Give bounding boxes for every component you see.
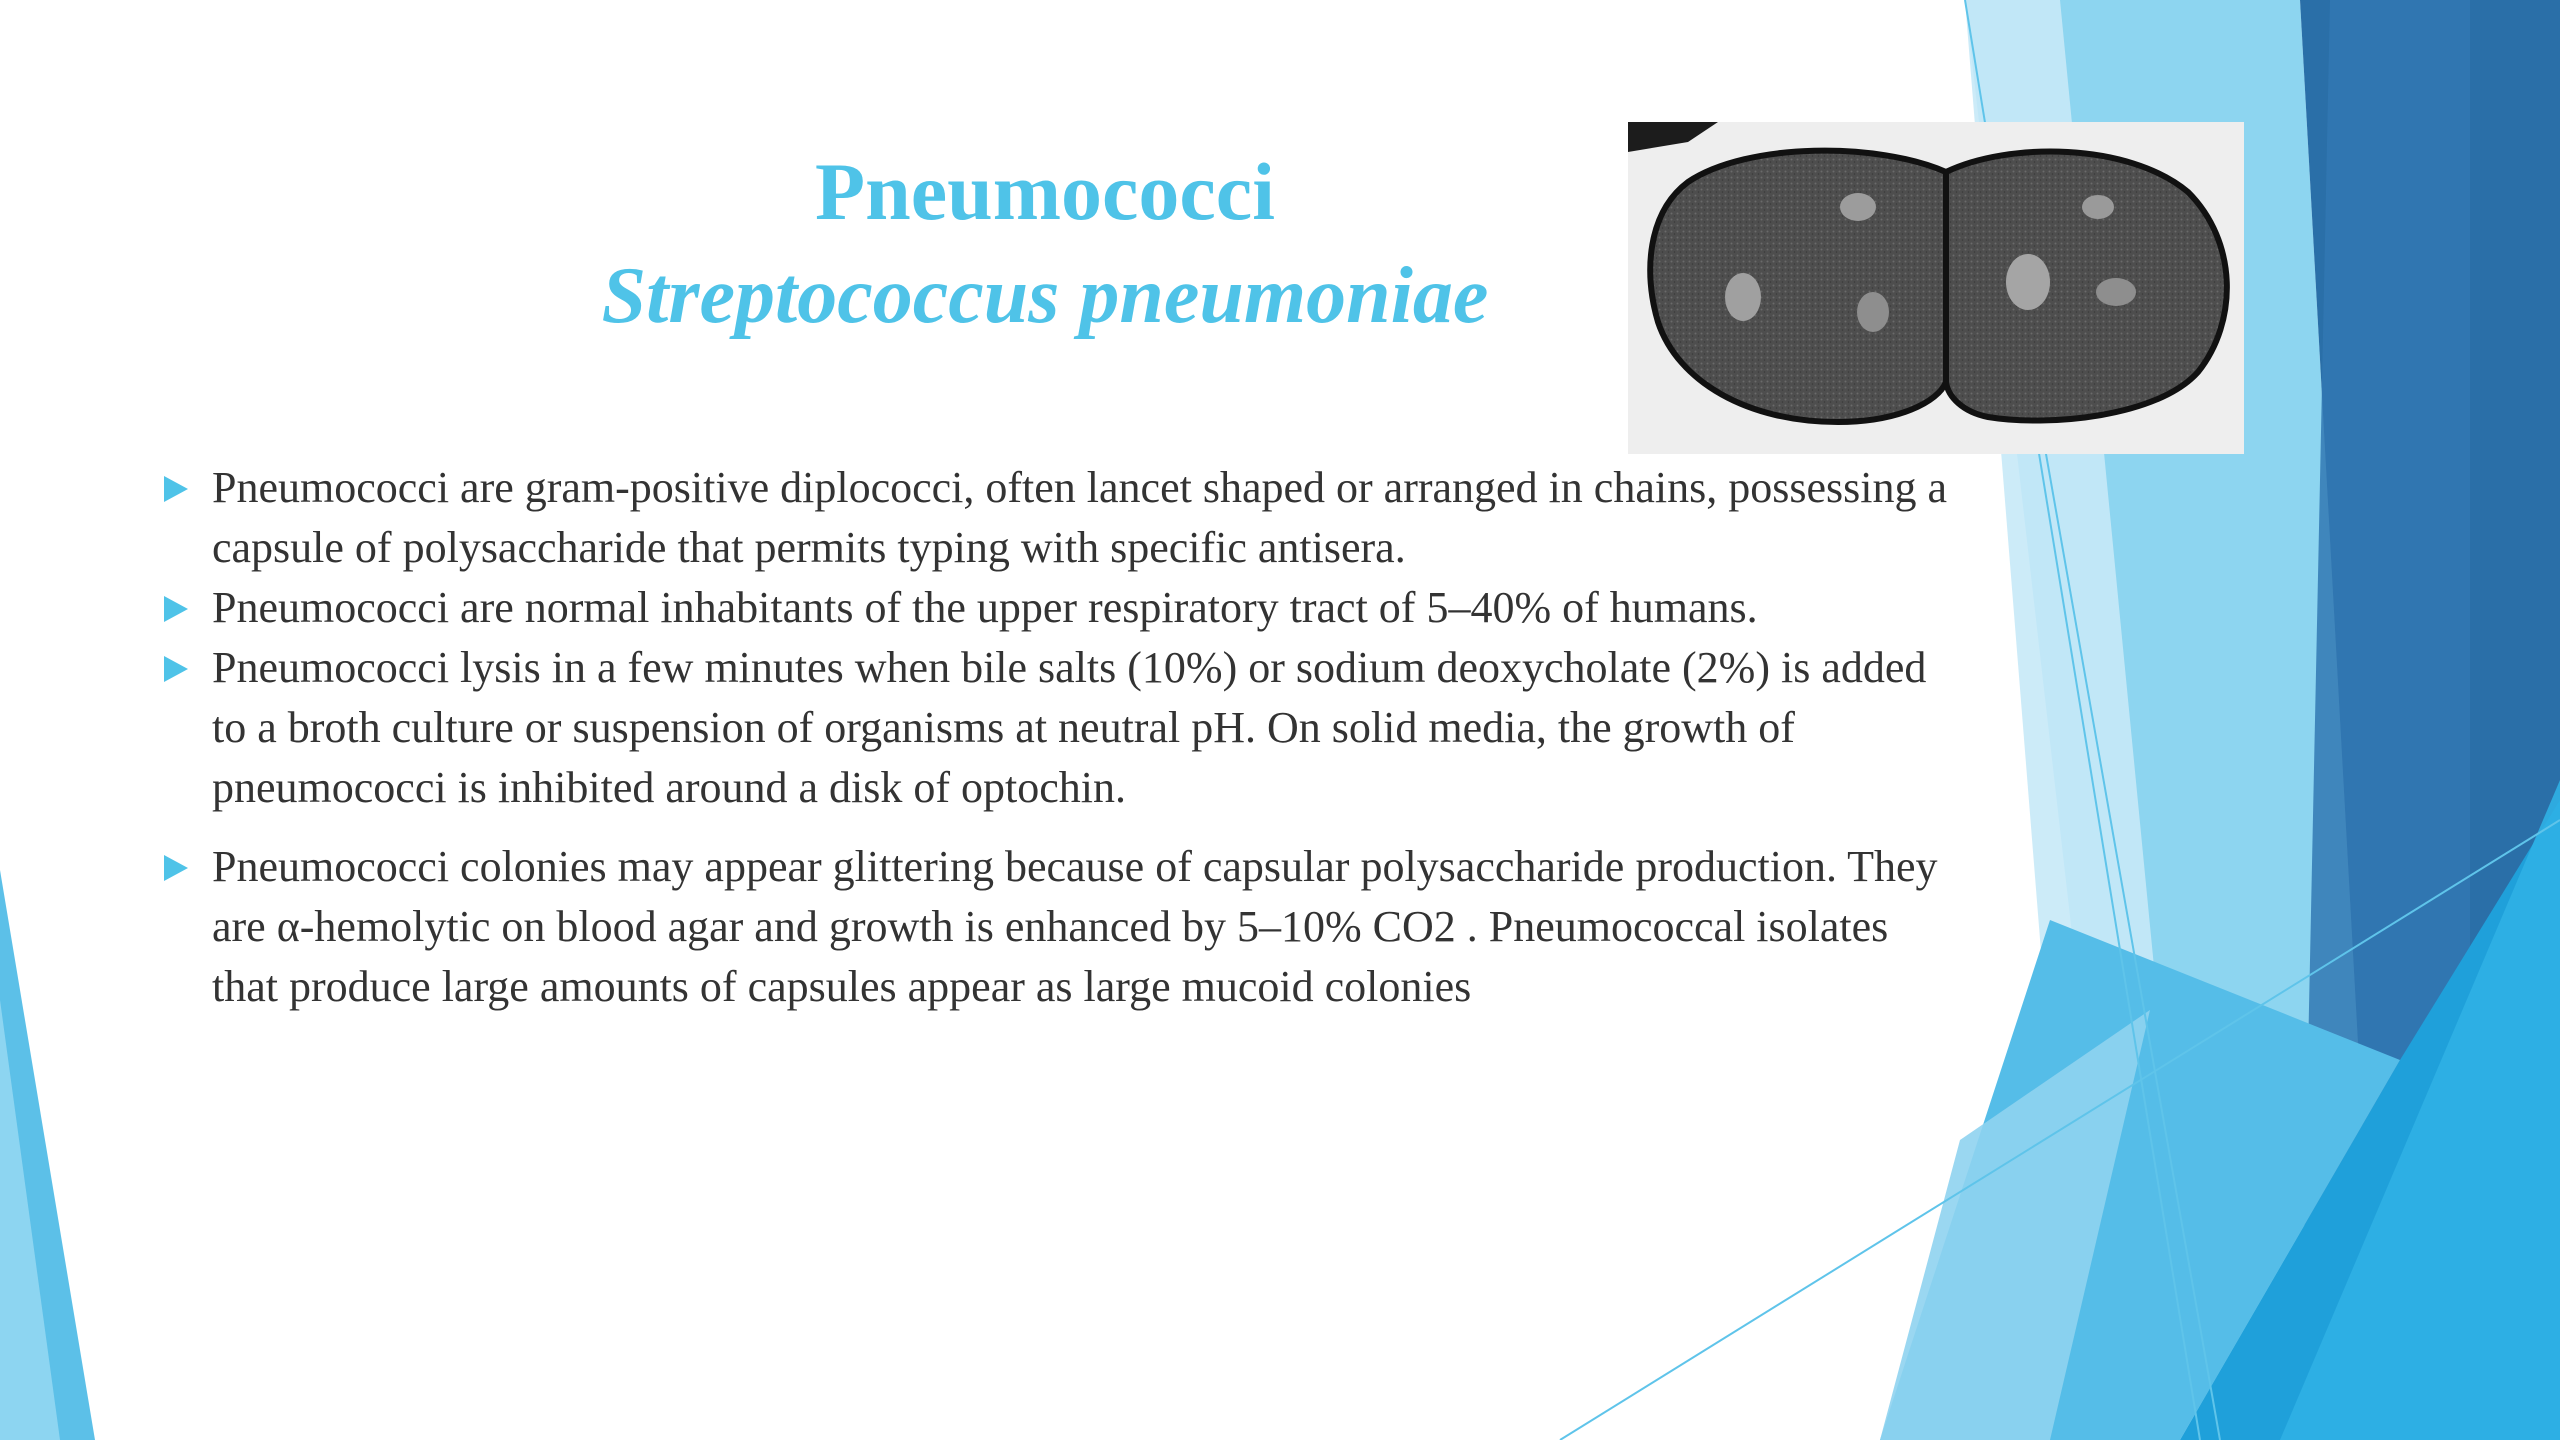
bullet-item	[160, 638, 1960, 818]
bullet-arrow-icon	[164, 855, 188, 881]
bullet-text: Pneumococci lysis in a few minutes when bile salts (10%) or sodium deoxycholate (2%) is added to a broth culture or suspension of organisms at neutral pH. On solid media, the growth of pneumococci is inhibited around a disk of optochin.	[212, 643, 1927, 812]
bullet-item	[160, 458, 1960, 578]
bullet-item	[160, 837, 1960, 1017]
bullet-arrow-icon	[164, 656, 188, 682]
micrograph-image	[1628, 122, 2244, 454]
bullet-text: Pneumococci are normal inhabitants of the upper respiratory tract of 5–40% of humans.	[212, 583, 1758, 632]
bullet-text: Pneumococci colonies may appear glittering because of capsular polysaccharide production. They are α-hemolytic on blood agar and growth is enhanced by 5–10% CO2 . Pneumococcal isolates that produce large amounts of capsules appear as large mucoid colonies	[212, 842, 1938, 1011]
bullet-item	[160, 578, 1960, 638]
slide-title: Pneumococci	[815, 146, 1275, 237]
slide-subtitle: Streptococcus pneumoniae	[601, 252, 1489, 340]
bullet-list	[160, 458, 1960, 1017]
bullet-arrow-icon	[164, 596, 188, 622]
title-block	[380, 140, 1710, 348]
bullet-text: Pneumococci are gram-positive diplococci, often lancet shaped or arranged in chains, possessing a capsule of polysaccharide that permits typing with specific antisera.	[212, 463, 1947, 572]
right-cell	[1946, 152, 2227, 421]
bullet-arrow-icon	[164, 476, 188, 502]
